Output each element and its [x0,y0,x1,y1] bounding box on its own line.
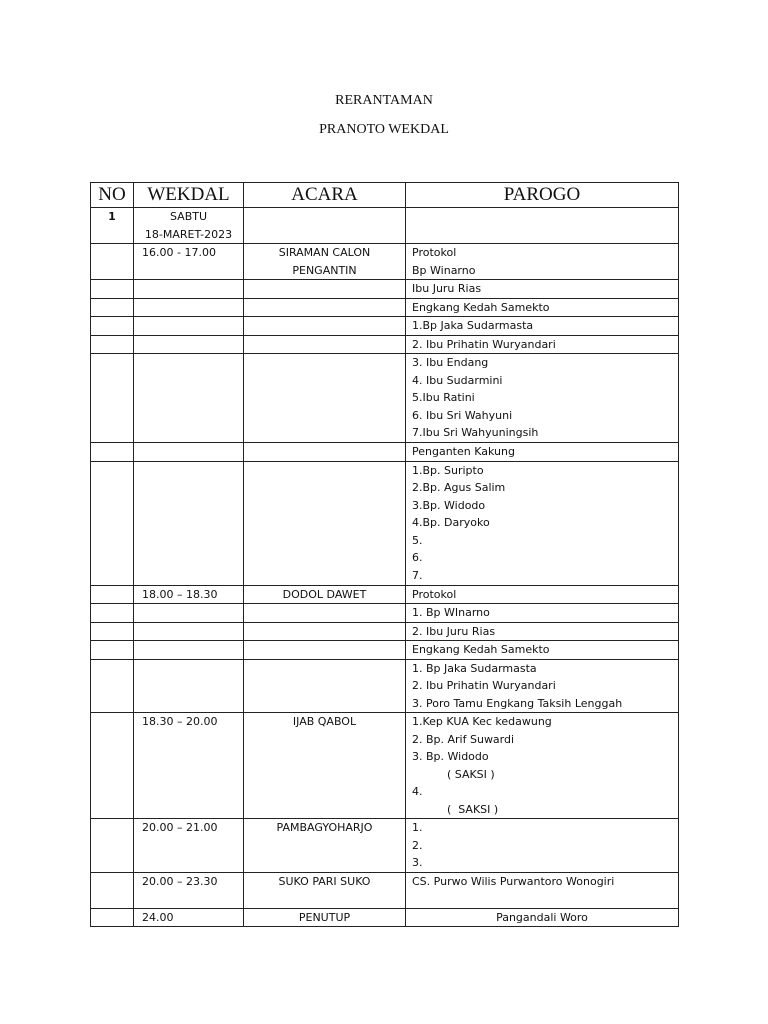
cell-wekdal [134,443,244,462]
cell-wekdal [134,908,244,927]
cell-wekdal [134,317,244,336]
cell-parogo [406,713,679,819]
cell-parogo-line: 7. [412,568,423,582]
cell-acara [244,317,406,336]
cell-parogo [406,461,679,585]
cell-wekdal-line: 20.00 – 21.00 [142,821,218,834]
cell-acara [244,819,406,873]
cell-acara [244,622,406,641]
cell-parogo-line: 2. [412,838,423,852]
cell-parogo [406,622,679,641]
cell-wekdal [134,298,244,317]
cell-parogo [406,443,679,462]
table-row [91,280,679,299]
cell-no [91,585,134,604]
table-header-row [91,183,679,208]
table-row [91,872,679,908]
cell-wekdal [134,335,244,354]
cell-acara-line: DODOL DAWET [282,587,367,601]
header-no: NO [91,183,134,208]
cell-wekdal-line: 18.30 – 20.00 [142,715,218,728]
cell-parogo-line: Bp Winarno [412,263,476,277]
cell-parogo-line: Engkang Kedah Samekto [412,300,550,314]
cell-wekdal-line: 20.00 – 23.30 [142,874,218,888]
cell-parogo-line: 3. Poro Tamu Engkang Taksih Lenggah [412,696,623,710]
cell-parogo-line: ( SAKSI ) [412,767,495,781]
cell-parogo-line: 1.Kep KUA Kec kedawung [412,715,552,728]
cell-parogo-line: 2. Ibu Prihatin Wuryandari [412,679,556,692]
cell-parogo-line: 3. Ibu Endang [412,356,489,369]
table-row [91,354,679,443]
cell-wekdal-line: 18.00 – 18.30 [142,587,218,601]
cell-no [91,461,134,585]
cell-parogo [406,908,679,927]
cell-wekdal [134,354,244,443]
cell-parogo [406,280,679,299]
cell-parogo-line: Ibu Juru Rias [412,282,482,295]
cell-parogo [406,604,679,623]
cell-acara [244,208,406,244]
table-row [91,819,679,873]
cell-acara-line: PAMBAGYOHARJO [276,821,373,834]
cell-parogo-line: 2. Ibu Juru Rias [412,624,496,638]
table-row [91,585,679,604]
header-wekdal: WEKDAL [134,183,244,208]
table-row [91,317,679,336]
table-row [91,244,679,280]
cell-acara [244,280,406,299]
cell-acara-line: PENUTUP [298,910,351,924]
cell-wekdal [134,461,244,585]
cell-no [91,317,134,336]
cell-parogo [406,641,679,660]
cell-parogo [406,659,679,713]
cell-parogo-line: 6. Ibu Sri Wahyuni [412,408,513,422]
cell-no [91,622,134,641]
cell-acara [244,585,406,604]
cell-wekdal-line: 18-MARET-2023 [144,227,233,241]
cell-no [91,819,134,873]
cell-parogo [406,872,679,908]
table-row [91,298,679,317]
cell-no [91,335,134,354]
cell-parogo-line: 2. Ibu Prihatin Wuryandari [412,337,556,351]
cell-wekdal [134,280,244,299]
cell-wekdal-line: SABTU [169,210,208,223]
cell-acara [244,298,406,317]
cell-wekdal [134,872,244,908]
schedule-table [90,182,679,927]
cell-acara [244,244,406,280]
cell-acara [244,354,406,443]
cell-parogo-line: 4. [412,785,423,798]
cell-acara [244,713,406,819]
cell-wekdal [134,604,244,623]
cell-parogo-line: 3. Bp. Widodo [412,750,489,763]
table-row [91,908,679,927]
cell-parogo-line: 3.Bp. Widodo [412,498,486,512]
cell-no [91,244,134,280]
cell-parogo-line: 7.Ibu Sri Wahyuningsih [412,426,539,439]
cell-no [91,604,134,623]
cell-parogo-line: CS. Purwo Wilis Purwantoro Wonogiri [412,874,615,888]
cell-parogo [406,819,679,873]
cell-acara [244,604,406,623]
cell-parogo [406,354,679,443]
cell-parogo-line: 1. Bp Jaka Sudarmasta [412,661,537,675]
cell-parogo-line: 5.Ibu Ratini [412,391,475,404]
cell-parogo [406,298,679,317]
cell-parogo [406,335,679,354]
table-row [91,461,679,585]
cell-acara [244,443,406,462]
table-row [91,713,679,819]
cell-parogo [406,208,679,244]
cell-parogo-line: 1.Bp Jaka Sudarmasta [412,319,534,332]
cell-no: 1 [91,208,134,244]
cell-no [91,280,134,299]
cell-wekdal [134,244,244,280]
cell-no [91,713,134,819]
cell-no [91,443,134,462]
cell-parogo-line: 1. Bp WInarno [412,606,490,619]
cell-acara-line: SUKO PARI SUKO [278,874,371,888]
cell-wekdal-line: 16.00 - 17.00 [142,246,216,259]
header-parogo: PAROGO [406,183,679,208]
cell-no [91,908,134,927]
table-row [91,641,679,660]
cell-wekdal [134,585,244,604]
cell-no [91,354,134,443]
cell-no [91,872,134,908]
document-subtitle: PRANOTO WEKDAL [319,122,449,137]
cell-wekdal [134,622,244,641]
table-row [91,622,679,641]
cell-wekdal [134,208,244,244]
cell-parogo-line: 1.Bp. Suripto [412,463,484,477]
cell-parogo-line: Engkang Kedah Samekto [412,643,550,656]
cell-wekdal [134,659,244,713]
header-acara: ACARA [244,183,406,208]
cell-parogo-line: 4. Ibu Sudarmini [412,373,503,387]
table-row [91,659,679,713]
cell-acara [244,659,406,713]
cell-parogo [406,317,679,336]
cell-parogo [406,244,679,280]
cell-parogo-line [412,890,672,908]
cell-no [91,641,134,660]
cell-parogo-line: 2. Bp. Arif Suwardi [412,732,515,746]
cell-parogo-line: 3. [412,856,423,869]
cell-parogo-line: 1. [412,821,423,834]
cell-no [91,659,134,713]
cell-wekdal-line: 24.00 [142,910,174,924]
cell-acara [244,908,406,927]
table-row [91,604,679,623]
cell-parogo-line: Penganten Kakung [412,445,515,458]
cell-wekdal [134,713,244,819]
cell-no [91,298,134,317]
cell-parogo [406,585,679,604]
cell-parogo-line: Protokol [412,587,457,601]
cell-parogo-line: ( SAKSI ) [412,802,499,816]
table-body [91,208,679,927]
cell-acara [244,872,406,908]
cell-acara-line: SIRAMAN CALON [278,246,371,259]
cell-acara [244,335,406,354]
cell-parogo-line: 6. [412,551,423,564]
cell-parogo-line: Protokol [412,246,457,259]
table-row [91,208,679,244]
cell-acara-line: IJAB QABOL [292,715,357,728]
table-row [91,443,679,462]
cell-parogo-line: 4.Bp. Daryoko [412,516,490,529]
document-title: RERANTAMAN [335,93,433,108]
cell-parogo-line: 5. [412,533,423,547]
cell-wekdal [134,819,244,873]
cell-wekdal [134,641,244,660]
cell-acara-line: PENGANTIN [292,263,357,277]
cell-parogo-line: Pangandali Woro [496,910,588,924]
cell-acara [244,641,406,660]
table-row [91,335,679,354]
cell-parogo-line: 2.Bp. Agus Salim [412,481,506,494]
cell-acara [244,461,406,585]
